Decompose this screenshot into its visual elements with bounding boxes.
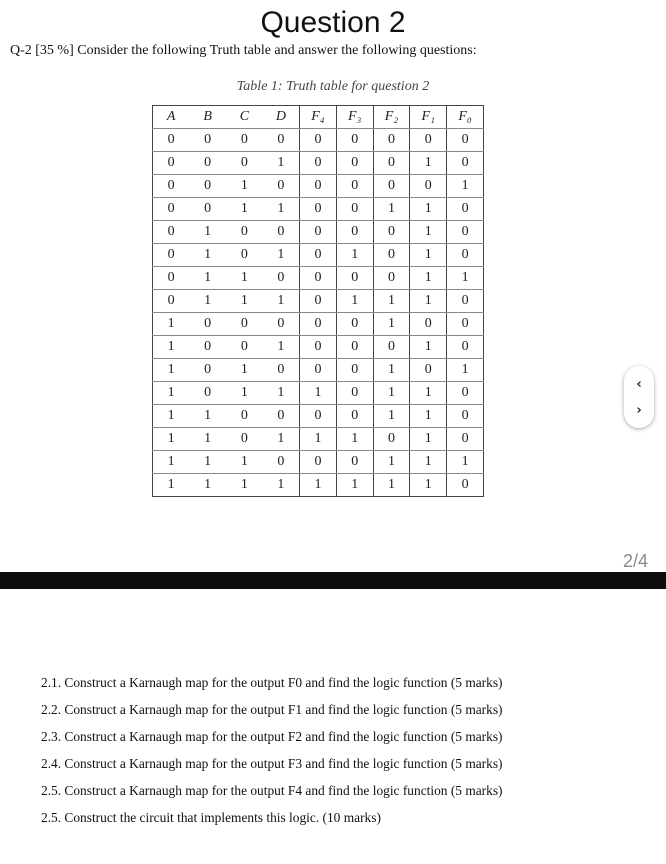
table-cell: 0	[447, 336, 484, 359]
table-cell: 1	[189, 267, 226, 290]
table-cell: 0	[336, 313, 373, 336]
table-cell: 1	[226, 382, 263, 405]
table-cell: 1	[447, 175, 484, 198]
table-cell: 1	[263, 428, 300, 451]
table-row	[153, 313, 484, 336]
table-cell: 0	[226, 405, 263, 428]
table-cell: 0	[153, 129, 190, 152]
table-cell: 0	[336, 152, 373, 175]
table-cell: 1	[153, 428, 190, 451]
table-cell: 0	[373, 175, 410, 198]
table-cell: 0	[300, 405, 337, 428]
table-cell: 1	[189, 428, 226, 451]
table-cell: 0	[336, 198, 373, 221]
table-cell: 1	[373, 359, 410, 382]
table-cell: 0	[263, 175, 300, 198]
table-cell: 0	[300, 336, 337, 359]
column-header: A	[153, 106, 190, 129]
table-cell: 1	[410, 244, 447, 267]
column-header: F₃	[336, 106, 373, 129]
table-cell: 0	[300, 313, 337, 336]
table-cell: 0	[153, 244, 190, 267]
table-cell: 1	[410, 382, 447, 405]
table-cell: 1	[373, 290, 410, 313]
task-item: 2.1. Construct a Karnaugh map for the output F0 and find the logic function (5 marks)	[41, 675, 503, 690]
table-cell: 0	[226, 244, 263, 267]
table-cell: 1	[300, 474, 337, 497]
table-cell: 1	[410, 428, 447, 451]
table-row	[153, 267, 484, 290]
table-cell: 0	[189, 359, 226, 382]
task-item: 2.5. Construct a Karnaugh map for the output F4 and find the logic function (5 marks)	[41, 783, 503, 798]
table-cell: 1	[410, 267, 447, 290]
table-cell: 0	[336, 267, 373, 290]
table-cell: 1	[153, 382, 190, 405]
table-cell: 0	[447, 428, 484, 451]
page-nav-control	[624, 366, 654, 428]
table-cell: 1	[153, 451, 190, 474]
table-cell: 0	[300, 451, 337, 474]
table-cell: 0	[189, 382, 226, 405]
table-row	[153, 221, 484, 244]
column-header: B	[189, 106, 226, 129]
table-cell: 0	[263, 129, 300, 152]
table-cell: 0	[226, 221, 263, 244]
table-cell: 1	[189, 451, 226, 474]
table-cell: 0	[373, 152, 410, 175]
table-cell: 0	[410, 129, 447, 152]
table-cell: 0	[226, 428, 263, 451]
table-cell: 1	[263, 198, 300, 221]
table-cell: 1	[447, 451, 484, 474]
column-header: F₀	[447, 106, 484, 129]
table-cell: 0	[447, 474, 484, 497]
table-cell: 1	[410, 474, 447, 497]
table-cell: 0	[410, 359, 447, 382]
table-cell: 0	[153, 198, 190, 221]
page-divider	[0, 572, 666, 589]
table-cell: 1	[189, 290, 226, 313]
table-cell: 0	[263, 221, 300, 244]
table-cell: 1	[263, 152, 300, 175]
table-cell: 0	[300, 152, 337, 175]
table-cell: 0	[226, 129, 263, 152]
table-cell: 1	[410, 451, 447, 474]
table-cell: 0	[447, 290, 484, 313]
table-cell: 0	[336, 336, 373, 359]
table-cell: 0	[263, 405, 300, 428]
table-cell: 1	[263, 474, 300, 497]
table-cell: 1	[226, 290, 263, 313]
table-cell: 0	[189, 152, 226, 175]
table-cell: 0	[263, 313, 300, 336]
table-cell: 1	[410, 336, 447, 359]
table-cell: 0	[300, 221, 337, 244]
table-cell: 0	[263, 359, 300, 382]
table-cell: 1	[153, 405, 190, 428]
table-cell: 0	[300, 290, 337, 313]
task-item: 2.5. Construct the circuit that implements this logic. (10 marks)	[41, 810, 381, 825]
truth-table-body	[153, 129, 484, 497]
table-cell: 0	[373, 129, 410, 152]
table-cell: 0	[336, 451, 373, 474]
table-cell: 1	[410, 405, 447, 428]
table-cell: 1	[336, 244, 373, 267]
table-cell: 0	[336, 359, 373, 382]
table-cell: 0	[153, 152, 190, 175]
table-cell: 1	[373, 405, 410, 428]
table-cell: 0	[336, 129, 373, 152]
table-cell: 0	[373, 336, 410, 359]
table-header-row	[153, 106, 484, 129]
table-cell: 1	[336, 474, 373, 497]
table-cell: 1	[373, 198, 410, 221]
table-cell: 1	[447, 359, 484, 382]
table-row	[153, 244, 484, 267]
table-cell: 0	[447, 382, 484, 405]
table-cell: 1	[447, 267, 484, 290]
table-cell: 1	[263, 382, 300, 405]
chevron-left-icon[interactable]: ‹	[636, 376, 642, 392]
truth-table	[152, 105, 484, 497]
table-cell: 1	[189, 474, 226, 497]
table-cell: 0	[300, 267, 337, 290]
table-cell: 1	[410, 152, 447, 175]
table-cell: 0	[410, 313, 447, 336]
table-cell: 0	[336, 382, 373, 405]
table-row	[153, 198, 484, 221]
table-row	[153, 129, 484, 152]
table-cell: 1	[153, 474, 190, 497]
table-cell: 0	[447, 405, 484, 428]
table-cell: 1	[226, 451, 263, 474]
table-cell: 0	[300, 359, 337, 382]
table-cell: 1	[189, 244, 226, 267]
table-cell: 1	[226, 175, 263, 198]
table-row	[153, 451, 484, 474]
table-cell: 1	[189, 221, 226, 244]
table-cell: 0	[300, 129, 337, 152]
table-cell: 0	[226, 152, 263, 175]
task-item: 2.2. Construct a Karnaugh map for the output F1 and find the logic function (5 marks)	[41, 702, 503, 717]
table-cell: 0	[263, 267, 300, 290]
page-counter: 2/4	[622, 551, 648, 571]
table-row	[153, 428, 484, 451]
table-cell: 1	[153, 336, 190, 359]
page-title: Question 2	[260, 6, 406, 39]
table-row	[153, 336, 484, 359]
table-cell: 0	[226, 313, 263, 336]
column-header: F₁	[410, 106, 447, 129]
table-cell: 0	[153, 221, 190, 244]
table-row	[153, 359, 484, 382]
table-cell: 0	[153, 267, 190, 290]
table-cell: 1	[226, 359, 263, 382]
table-cell: 1	[300, 428, 337, 451]
task-list	[41, 673, 503, 835]
question-text: Q-2 [35 %] Consider the following Truth table and answer the following questions:	[10, 43, 477, 58]
table-row	[153, 290, 484, 313]
table-cell: 0	[189, 313, 226, 336]
table-cell: 1	[410, 290, 447, 313]
table-cell: 0	[447, 198, 484, 221]
table-cell: 1	[336, 290, 373, 313]
table-cell: 0	[300, 244, 337, 267]
table-cell: 1	[373, 313, 410, 336]
table-cell: 0	[447, 221, 484, 244]
table-cell: 1	[410, 221, 447, 244]
table-cell: 0	[410, 175, 447, 198]
table-cell: 0	[373, 267, 410, 290]
table-cell: 0	[153, 290, 190, 313]
table-cell: 1	[373, 382, 410, 405]
table-cell: 0	[153, 175, 190, 198]
chevron-right-icon[interactable]: ›	[636, 402, 642, 418]
table-cell: 0	[189, 175, 226, 198]
table-cell: 1	[410, 198, 447, 221]
table-cell: 0	[336, 221, 373, 244]
table-cell: 0	[263, 451, 300, 474]
table-cell: 1	[226, 267, 263, 290]
table-cell: 1	[153, 313, 190, 336]
column-header: C	[226, 106, 263, 129]
table-caption: Table 1: Truth table for question 2	[236, 79, 430, 94]
table-cell: 1	[336, 428, 373, 451]
table-cell: 0	[373, 221, 410, 244]
column-header: F₄	[300, 106, 337, 129]
task-item: 2.3. Construct a Karnaugh map for the output F2 and find the logic function (5 marks)	[41, 729, 503, 744]
table-row	[153, 152, 484, 175]
table-cell: 0	[300, 175, 337, 198]
table-cell: 0	[336, 405, 373, 428]
table-cell: 0	[226, 336, 263, 359]
column-header: D	[263, 106, 300, 129]
table-cell: 0	[373, 244, 410, 267]
table-cell: 1	[263, 244, 300, 267]
table-cell: 1	[153, 359, 190, 382]
task-item: 2.4. Construct a Karnaugh map for the output F3 and find the logic function (5 marks)	[41, 756, 503, 771]
table-cell: 0	[447, 152, 484, 175]
table-cell: 0	[189, 129, 226, 152]
table-cell: 0	[189, 336, 226, 359]
table-cell: 1	[189, 405, 226, 428]
table-row	[153, 405, 484, 428]
table-cell: 1	[373, 474, 410, 497]
table-cell: 0	[447, 129, 484, 152]
column-header: F₂	[373, 106, 410, 129]
table-cell: 0	[447, 313, 484, 336]
table-cell: 1	[373, 451, 410, 474]
table-row	[153, 474, 484, 497]
table-cell: 0	[447, 244, 484, 267]
table-cell: 0	[336, 175, 373, 198]
table-cell: 1	[263, 336, 300, 359]
table-cell: 1	[263, 290, 300, 313]
table-cell: 0	[189, 198, 226, 221]
table-row	[153, 175, 484, 198]
table-cell: 0	[373, 428, 410, 451]
table-cell: 1	[226, 474, 263, 497]
table-row	[153, 382, 484, 405]
table-cell: 1	[300, 382, 337, 405]
table-cell: 0	[300, 198, 337, 221]
table-cell: 1	[226, 198, 263, 221]
